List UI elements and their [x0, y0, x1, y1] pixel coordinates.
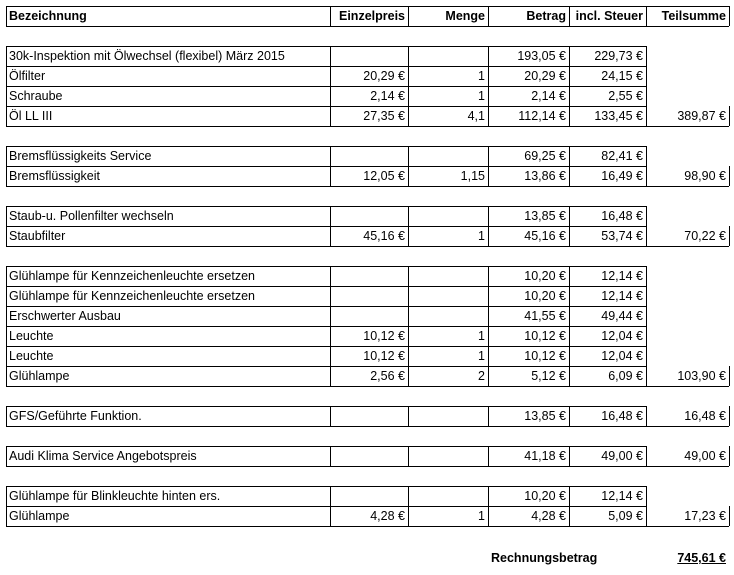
cell-ep[interactable]: 10,12 €	[363, 329, 405, 343]
cell-betrag[interactable]: 10,12 €	[524, 349, 566, 363]
cell-ep[interactable]: 4,28 €	[370, 509, 405, 523]
grid-line	[6, 406, 7, 426]
cell-bez[interactable]: Audi Klima Service Angebotspreis	[9, 449, 197, 463]
grid-line	[569, 446, 570, 466]
grid-line	[330, 146, 331, 186]
cell-teil[interactable]: 49,00 €	[684, 449, 726, 463]
grid-line	[569, 266, 570, 386]
cell-incl[interactable]: 16,48 €	[601, 409, 643, 423]
grid-line	[330, 486, 331, 526]
header-betrag: Betrag	[526, 9, 566, 23]
cell-teil[interactable]: 98,90 €	[684, 169, 726, 183]
grid-line	[646, 406, 647, 426]
cell-menge[interactable]: 1	[478, 329, 485, 343]
grid-line	[729, 366, 730, 386]
grid-line	[646, 106, 647, 126]
cell-ep[interactable]: 45,16 €	[363, 229, 405, 243]
cell-bez[interactable]: Ölfilter	[9, 69, 46, 83]
cell-ep[interactable]: 10,12 €	[363, 349, 405, 363]
cell-betrag[interactable]: 10,20 €	[524, 269, 566, 283]
cell-teil[interactable]	[646, 326, 729, 346]
grid-line	[6, 126, 729, 127]
cell-bez[interactable]: Glühlampe für Kennzeichenleuchte ersetzen	[9, 289, 255, 303]
cell-incl[interactable]: 16,48 €	[601, 209, 643, 223]
grid-line	[6, 186, 729, 187]
grid-line	[6, 6, 729, 7]
cell-ep[interactable]	[330, 206, 408, 226]
cell-menge[interactable]: 1	[478, 69, 485, 83]
grid-line	[408, 406, 409, 426]
grid-line	[646, 366, 647, 386]
cell-incl[interactable]: 229,73 €	[594, 49, 643, 63]
cell-teil[interactable]	[646, 206, 729, 226]
grid-line	[6, 326, 646, 327]
header-incl-steuer: incl. Steuer	[575, 9, 643, 23]
grid-line	[6, 346, 646, 347]
cell-incl[interactable]: 5,09 €	[608, 509, 643, 523]
cell-incl[interactable]: 24,15 €	[601, 69, 643, 83]
grid-line	[488, 486, 489, 526]
cell-bez[interactable]: Glühlampe für Blinkleuchte hinten ers.	[9, 489, 221, 503]
grid-line	[6, 206, 646, 207]
grid-line	[6, 366, 646, 367]
grid-line	[488, 266, 489, 386]
grid-line	[408, 46, 409, 126]
grid-line	[6, 286, 646, 287]
cell-ep[interactable]: 20,29 €	[363, 69, 405, 83]
grid-line	[6, 206, 7, 246]
cell-ep[interactable]	[330, 486, 408, 506]
grid-line	[6, 146, 7, 186]
header-einzelpreis: Einzelpreis	[339, 9, 405, 23]
grid-line	[569, 406, 570, 426]
header-menge: Menge	[445, 9, 485, 23]
grid-line	[488, 406, 489, 426]
cell-incl[interactable]: 6,09 €	[608, 369, 643, 383]
cell-teil[interactable]: 70,22 €	[684, 229, 726, 243]
grid-line	[6, 226, 646, 227]
cell-teil[interactable]	[646, 146, 729, 166]
cell-betrag[interactable]: 2,14 €	[531, 89, 566, 103]
cell-menge[interactable]	[408, 446, 488, 466]
cell-bez[interactable]: Schraube	[9, 89, 63, 103]
cell-menge[interactable]	[408, 486, 488, 506]
grid-line	[330, 266, 331, 386]
cell-teil[interactable]: 17,23 €	[684, 509, 726, 523]
grid-line	[6, 266, 646, 267]
cell-menge[interactable]	[408, 286, 488, 306]
cell-betrag[interactable]: 45,16 €	[524, 229, 566, 243]
cell-ep[interactable]	[330, 446, 408, 466]
cell-incl[interactable]: 53,74 €	[601, 229, 643, 243]
grid-line	[6, 446, 646, 447]
cell-betrag[interactable]: 193,05 €	[517, 49, 566, 63]
cell-bez[interactable]: Glühlampe	[9, 369, 70, 383]
cell-betrag[interactable]: 112,14 €	[518, 109, 566, 123]
cell-betrag[interactable]: 10,12 €	[524, 329, 566, 343]
cell-betrag[interactable]: 69,25 €	[524, 149, 566, 163]
grid-line	[729, 506, 730, 526]
cell-menge[interactable]	[408, 46, 488, 66]
grid-line	[729, 446, 730, 466]
cell-betrag[interactable]: 41,18 €	[524, 449, 566, 463]
cell-teil[interactable]	[646, 266, 729, 286]
grid-line	[6, 106, 646, 107]
grid-line	[330, 206, 331, 246]
cell-teil[interactable]	[646, 486, 729, 506]
grid-line	[6, 486, 646, 487]
cell-incl[interactable]: 12,04 €	[601, 329, 643, 343]
cell-teil[interactable]	[646, 346, 729, 366]
grid-line	[330, 446, 331, 466]
total-label: Rechnungsbetrag	[491, 551, 598, 565]
cell-ep[interactable]	[330, 286, 408, 306]
cell-teil[interactable]	[646, 66, 729, 86]
grid-line	[729, 6, 730, 26]
grid-line	[646, 226, 647, 246]
grid-line	[6, 486, 7, 526]
cell-incl[interactable]: 49,00 €	[601, 449, 643, 463]
grid-line	[569, 206, 570, 246]
grid-line	[6, 146, 646, 147]
grid-line	[408, 146, 409, 186]
cell-bez[interactable]: GFS/Geführte Funktion.	[9, 409, 142, 423]
grid-line	[569, 486, 570, 526]
grid-line	[729, 166, 730, 186]
cell-incl[interactable]: 16,49 €	[601, 169, 643, 183]
grid-line	[729, 226, 730, 246]
cell-menge[interactable]: 4,1	[467, 109, 485, 123]
cell-betrag[interactable]: 41,55 €	[524, 309, 566, 323]
cell-betrag[interactable]: 13,86 €	[524, 169, 566, 183]
cell-teil[interactable]	[646, 46, 729, 66]
grid-line	[646, 166, 647, 186]
grid-line	[569, 6, 570, 26]
cell-menge[interactable]	[408, 306, 488, 326]
cell-menge[interactable]: 1	[478, 229, 485, 243]
grid-line	[6, 266, 7, 386]
cell-betrag[interactable]: 10,20 €	[524, 489, 566, 503]
grid-line	[646, 506, 647, 526]
cell-betrag[interactable]: 5,12 €	[531, 369, 566, 383]
cell-menge[interactable]	[408, 206, 488, 226]
cell-betrag[interactable]: 13,85 €	[524, 409, 566, 423]
cell-teil[interactable]: 103,90 €	[677, 369, 726, 383]
cell-bez[interactable]: Erschwerter Ausbau	[9, 309, 121, 323]
cell-incl[interactable]: 12,14 €	[601, 489, 643, 503]
cell-menge[interactable]	[408, 146, 488, 166]
cell-menge[interactable]: 1	[478, 509, 485, 523]
grid-line	[6, 6, 7, 26]
grid-line	[6, 526, 729, 527]
cell-ep[interactable]	[330, 266, 408, 286]
cell-ep[interactable]: 2,14 €	[370, 89, 405, 103]
grid-line	[6, 306, 646, 307]
cell-menge[interactable]	[408, 406, 488, 426]
grid-line	[408, 206, 409, 246]
grid-line	[408, 6, 409, 26]
grid-line	[646, 446, 647, 466]
grid-line	[488, 46, 489, 126]
cell-bez[interactable]: Staubfilter	[9, 229, 66, 243]
cell-betrag[interactable]: 10,20 €	[524, 289, 566, 303]
cell-bez[interactable]: Leuchte	[9, 329, 54, 343]
cell-teil[interactable]	[646, 86, 729, 106]
grid-line	[569, 146, 570, 186]
cell-ep[interactable]	[330, 406, 408, 426]
cell-incl[interactable]: 12,14 €	[601, 289, 643, 303]
cell-menge[interactable]: 2	[478, 369, 485, 383]
grid-line	[408, 446, 409, 466]
grid-line	[646, 6, 647, 26]
cell-incl[interactable]: 12,14 €	[601, 269, 643, 283]
grid-line	[6, 386, 729, 387]
grid-line	[330, 406, 331, 426]
grid-line	[729, 106, 730, 126]
grid-line	[408, 266, 409, 386]
cell-incl[interactable]: 12,04 €	[601, 349, 643, 363]
cell-incl[interactable]: 49,44 €	[601, 309, 643, 323]
cell-bez[interactable]: Öl LL III	[9, 109, 53, 123]
header-bezeichnung: Bezeichnung	[9, 9, 87, 23]
cell-ep[interactable]	[330, 46, 408, 66]
grid-line	[6, 46, 646, 47]
grid-line	[488, 446, 489, 466]
grid-line	[729, 406, 730, 426]
grid-line	[488, 206, 489, 246]
cell-bez[interactable]: Staub-u. Pollenfilter wechseln	[9, 209, 174, 223]
cell-ep[interactable]: 2,56 €	[370, 369, 405, 383]
cell-betrag[interactable]: 20,29 €	[524, 69, 566, 83]
grid-line	[6, 446, 7, 466]
cell-betrag[interactable]: 13,85 €	[524, 209, 566, 223]
grid-line	[488, 146, 489, 186]
grid-line	[6, 466, 729, 467]
grid-line	[488, 6, 489, 26]
cell-bez[interactable]: Bremsflüssigkeit	[9, 169, 100, 183]
cell-teil[interactable]: 16,48 €	[684, 409, 726, 423]
cell-bez[interactable]: Glühlampe	[9, 509, 70, 523]
grid-line	[6, 426, 729, 427]
cell-incl[interactable]: 2,55 €	[608, 89, 643, 103]
cell-menge[interactable]: 1,15	[460, 169, 485, 183]
total-value: 745,61 €	[677, 551, 726, 565]
cell-incl[interactable]: 133,45 €	[594, 109, 643, 123]
grid-line	[330, 6, 331, 26]
cell-ep[interactable]: 27,35 €	[363, 109, 405, 123]
cell-teil[interactable]: 389,87 €	[677, 109, 726, 123]
cell-bez[interactable]: Leuchte	[9, 349, 54, 363]
grid-line	[6, 506, 646, 507]
cell-bez[interactable]: 30k-Inspektion mit Ölwechsel (flexibel) März 2015	[9, 49, 285, 63]
grid-line	[330, 46, 331, 126]
cell-bez[interactable]: Glühlampe für Kennzeichenleuchte ersetzen	[9, 269, 255, 283]
cell-bez[interactable]: Bremsflüssigkeits Service	[9, 149, 152, 163]
grid-line	[6, 86, 646, 87]
cell-ep[interactable]	[330, 306, 408, 326]
grid-line	[6, 166, 646, 167]
grid-line	[6, 46, 7, 126]
header-teilsumme: Teilsumme	[661, 9, 726, 23]
cell-teil[interactable]	[646, 306, 729, 326]
cell-ep[interactable]: 12,05 €	[363, 169, 405, 183]
cell-ep[interactable]	[330, 146, 408, 166]
grid-line	[569, 46, 570, 126]
cell-menge[interactable]	[408, 266, 488, 286]
grid-line	[408, 486, 409, 526]
grid-line	[6, 406, 646, 407]
cell-incl[interactable]: 82,41 €	[601, 149, 643, 163]
grid-line	[6, 26, 729, 27]
cell-betrag[interactable]: 4,28 €	[531, 509, 566, 523]
grid-line	[6, 66, 646, 67]
cell-menge[interactable]: 1	[478, 89, 485, 103]
cell-teil[interactable]	[646, 286, 729, 306]
cell-menge[interactable]: 1	[478, 349, 485, 363]
grid-line	[6, 246, 729, 247]
